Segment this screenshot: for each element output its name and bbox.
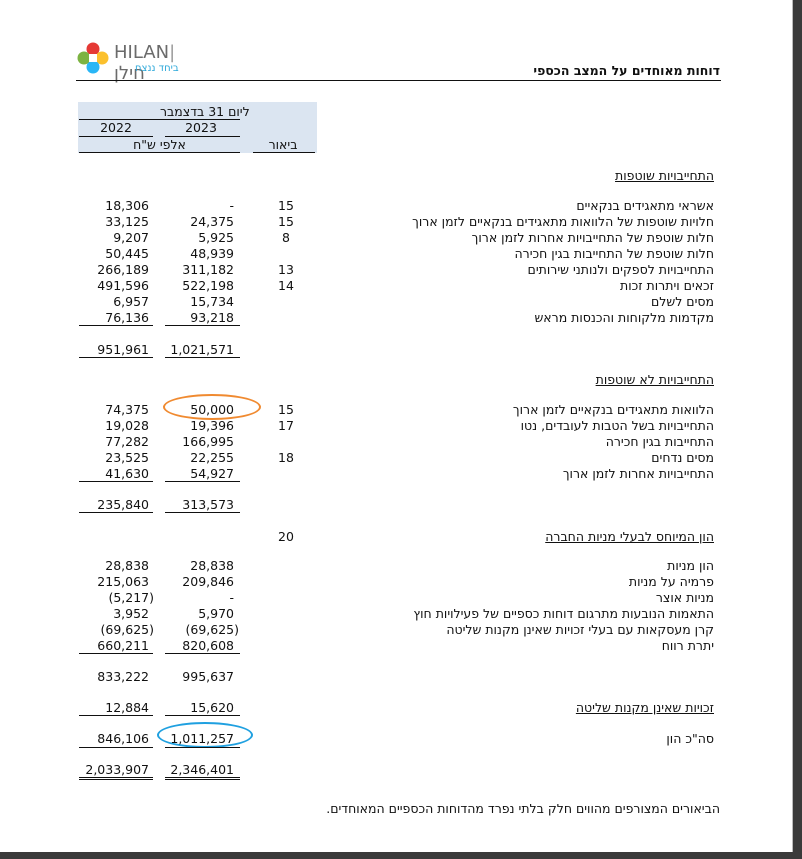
value-2023: - [229, 590, 234, 605]
value-2023: 93,218 [190, 310, 234, 325]
row-label: התאמות הנובעות מתרגום דוחות כספיים של פעילויות חוץ [413, 606, 714, 621]
value-2023: 19,396 [190, 418, 234, 433]
total-rule [79, 747, 153, 748]
row-label: מקדמות מלקוחות והכנסות מראש [534, 310, 714, 325]
row-label: פרמיה על מניות [628, 574, 714, 589]
value-2023: 48,939 [190, 246, 234, 261]
value-2022: 50,445 [105, 246, 149, 261]
value-2023: 209,846 [182, 574, 234, 589]
total-rule [165, 357, 240, 358]
logo-text: HILAN|חילן [114, 42, 176, 84]
subtotal-rule [79, 325, 153, 326]
value-2022: 41,630 [105, 466, 149, 481]
total-rule [165, 747, 240, 748]
year-2022-header: 2022 [100, 120, 132, 135]
row-label: התחייבויות לספקים ולנותני שירותים [527, 262, 714, 277]
row-note: 13 [278, 262, 294, 277]
subtotal-rule [165, 325, 240, 326]
section-title: הון המיוחס לבעלי מניות החברה [545, 529, 714, 544]
row-note: 15 [278, 402, 294, 417]
value-2022: 19,028 [105, 418, 149, 433]
report-title: דוחות מאוחדים על המצב הכספי [533, 63, 720, 78]
value-2022: 33,125 [105, 214, 149, 229]
nci-2022: 12,884 [105, 700, 149, 715]
row-label: אשראי מתאגידים בנקאיים [576, 198, 714, 213]
value-2023: 54,927 [190, 466, 234, 481]
value-2022: 660,211 [97, 638, 149, 653]
value-2022: 77,282 [105, 434, 149, 449]
value-2023: (69,625) [185, 622, 239, 637]
value-2023: 22,255 [190, 450, 234, 465]
row-note: 8 [282, 230, 290, 245]
footer-note: הביאורים המצורפים מהווים חלק בלתי נפרד מהדוחות הכספיים המאוחדים. [326, 801, 720, 816]
currency-header: אלפי ש"ח [133, 137, 186, 152]
company-logo [77, 42, 202, 84]
value-2023: 522,198 [182, 278, 234, 293]
equity-total-2022: 846,106 [97, 731, 149, 746]
value-2022: 76,136 [105, 310, 149, 325]
nci-2023: 15,620 [190, 700, 234, 715]
subtotal-rule [165, 653, 240, 654]
value-2023: 820,608 [182, 638, 234, 653]
grand-total-double-rule [79, 777, 153, 780]
total-rule [79, 357, 153, 358]
total-2022: 951,961 [97, 342, 149, 357]
value-2022: 9,207 [113, 230, 149, 245]
value-2022: 3,952 [113, 606, 149, 621]
value-2022: 28,838 [105, 558, 149, 573]
value-2022: 6,957 [113, 294, 149, 309]
logo-tagline: ביחד ננצח [135, 63, 179, 74]
value-2023: 5,925 [198, 230, 234, 245]
subtotal-2022: 833,222 [97, 669, 149, 684]
value-2023: 28,838 [190, 558, 234, 573]
subtotal-2023: 995,637 [182, 669, 234, 684]
subtotal-rule [79, 481, 153, 482]
value-2022: 215,063 [97, 574, 149, 589]
grand-total-2023: 2,346,401 [170, 762, 234, 777]
annotation-header: ביאור [268, 137, 298, 152]
value-2022: 491,596 [97, 278, 149, 293]
row-note: 15 [278, 214, 294, 229]
value-2023: 311,182 [182, 262, 234, 277]
row-label: התחייבויות אחרות לזמן ארוך [562, 466, 714, 481]
equity-total-label: סה"כ הון [666, 731, 714, 746]
value-2023: 50,000 [190, 402, 234, 417]
row-note: 15 [278, 198, 294, 213]
total-2023: 1,021,571 [170, 342, 234, 357]
equity-total-2023: 1,011,257 [170, 731, 234, 746]
total-rule [165, 512, 240, 513]
header-rule [253, 152, 315, 153]
value-2023: 5,970 [198, 606, 234, 621]
value-2022: 18,306 [105, 198, 149, 213]
value-2022: 74,375 [105, 402, 149, 417]
value-2022: (5,217) [108, 590, 154, 605]
row-label: מניות אוצר [655, 590, 714, 605]
row-label: התחייבויות בשל הטבות לעובדים, נטו [520, 418, 714, 433]
hilan-logo-icon [77, 42, 109, 74]
row-label: יתרת רווח [661, 638, 714, 653]
row-label: חלות שוטפת של התחייבויות אחרות לזמן ארוך [471, 230, 714, 245]
row-note: 14 [278, 278, 294, 293]
row-note: 17 [278, 418, 294, 433]
section-title: התחייבויות שוטפות [615, 168, 714, 183]
value-2022: 266,189 [97, 262, 149, 277]
year-2023-header: 2023 [185, 120, 217, 135]
row-label: חלות שוטפת של התחייבות בגין חכירה [514, 246, 714, 261]
value-2023: 15,734 [190, 294, 234, 309]
header-rule [79, 152, 240, 153]
row-label: קרן מעסקאות עם בעלי זכויות שאינן מקנות שליטה [446, 622, 714, 637]
row-label: חלויות שוטפות של הלוואות מתאגידים בנקאיים לזמן ארוך [412, 214, 714, 229]
row-label: מסים לשלם [650, 294, 714, 309]
value-2022: 23,525 [105, 450, 149, 465]
header-divider [76, 80, 721, 81]
subtotal-rule [79, 715, 153, 716]
subtotal-rule [79, 653, 153, 654]
nci-title: זכויות שאינן מקנות שליטה [575, 700, 714, 715]
grand-total-double-rule [165, 777, 240, 780]
grand-total-2022: 2,033,907 [85, 762, 149, 777]
row-note: 20 [278, 529, 294, 544]
subtotal-rule [165, 715, 240, 716]
total-2022: 235,840 [97, 497, 149, 512]
total-rule [79, 512, 153, 513]
row-label: הלוואות מתאגידים בנקאיים לזמן ארוך [512, 402, 714, 417]
as-of-date-header: ליום 31 בדצמבר [160, 104, 250, 119]
row-label: זכאים ויתרות זכות [620, 278, 714, 293]
row-label: מסים נדחים [651, 450, 714, 465]
total-2023: 313,573 [182, 497, 234, 512]
row-note: 18 [278, 450, 294, 465]
value-2023: 24,375 [190, 214, 234, 229]
value-2023: - [229, 198, 234, 213]
section-title: התחייבויות לא שוטפות [595, 372, 714, 387]
value-2023: 166,995 [182, 434, 234, 449]
row-label: התחייבות בגין חכירה [605, 434, 714, 449]
value-2022: (69,625) [100, 622, 154, 637]
subtotal-rule [165, 481, 240, 482]
row-label: הון מניות [667, 558, 714, 573]
